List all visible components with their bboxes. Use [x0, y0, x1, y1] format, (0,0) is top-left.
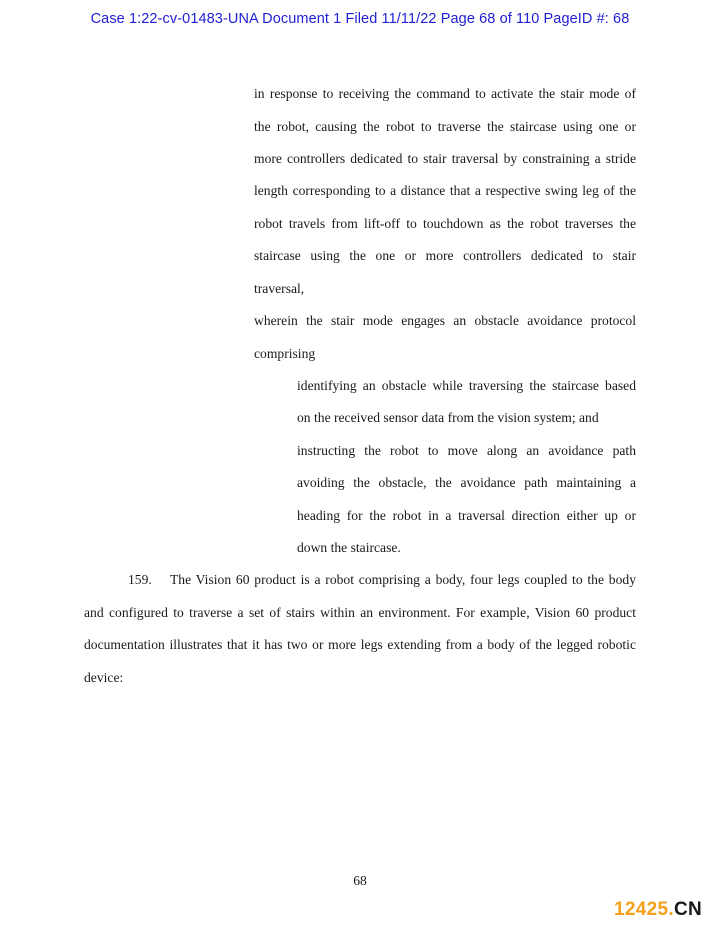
claim-line: wherein the stair mode engages an obstacle avoidance protocol — [254, 313, 636, 328]
claim-subline: identifying an obstacle while traversing the staircase based — [297, 378, 636, 393]
site-watermark — [614, 899, 702, 921]
claim-subline: heading for the robot in a traversal direction either up or — [297, 508, 636, 523]
watermark-dot: . — [668, 899, 674, 920]
page-number: 68 — [353, 873, 367, 888]
paragraph-line: and configured to traverse a set of stairs within an environment. For example, Vision 60 product — [84, 605, 636, 620]
watermark-tld: CN — [673, 899, 702, 920]
claim-line: in response to receiving the command to activate the stair mode of — [254, 86, 636, 101]
claim-line: comprising — [254, 346, 316, 361]
claim-subline: avoiding the obstacle, the avoidance path maintaining a — [297, 475, 636, 490]
paragraph-number: 159. — [128, 572, 152, 587]
claim-line: more controllers dedicated to stair traversal by constraining a stride — [254, 151, 636, 166]
claim-line: the robot, causing the robot to traverse the staircase using one or — [254, 119, 636, 134]
case-header: Case 1:22-cv-01483-UNA Document 1 Filed 11/11/22 Page 68 of 110 PageID #: 68 — [90, 11, 630, 27]
claim-subline: on the received sensor data from the vision system; and — [297, 410, 599, 425]
claim-subline: instructing the robot to move along an avoidance path — [297, 443, 636, 458]
claim-line: robot travels from lift-off to touchdown as the robot traverses the — [254, 216, 636, 231]
watermark-number: 12425 — [614, 899, 669, 920]
claim-line: staircase using the one or more controllers dedicated to stair — [254, 248, 636, 263]
paragraph-line: device: — [84, 670, 124, 685]
paragraph-line: documentation illustrates that it has two or more legs extending from a body of the legged robotic — [84, 637, 636, 652]
paragraph-line: The Vision 60 product is a robot comprising a body, four legs coupled to the body — [170, 572, 636, 587]
claim-line: length corresponding to a distance that a respective swing leg of the — [254, 183, 636, 198]
claim-subline: down the staircase. — [297, 540, 401, 555]
claim-line: traversal, — [254, 281, 305, 296]
